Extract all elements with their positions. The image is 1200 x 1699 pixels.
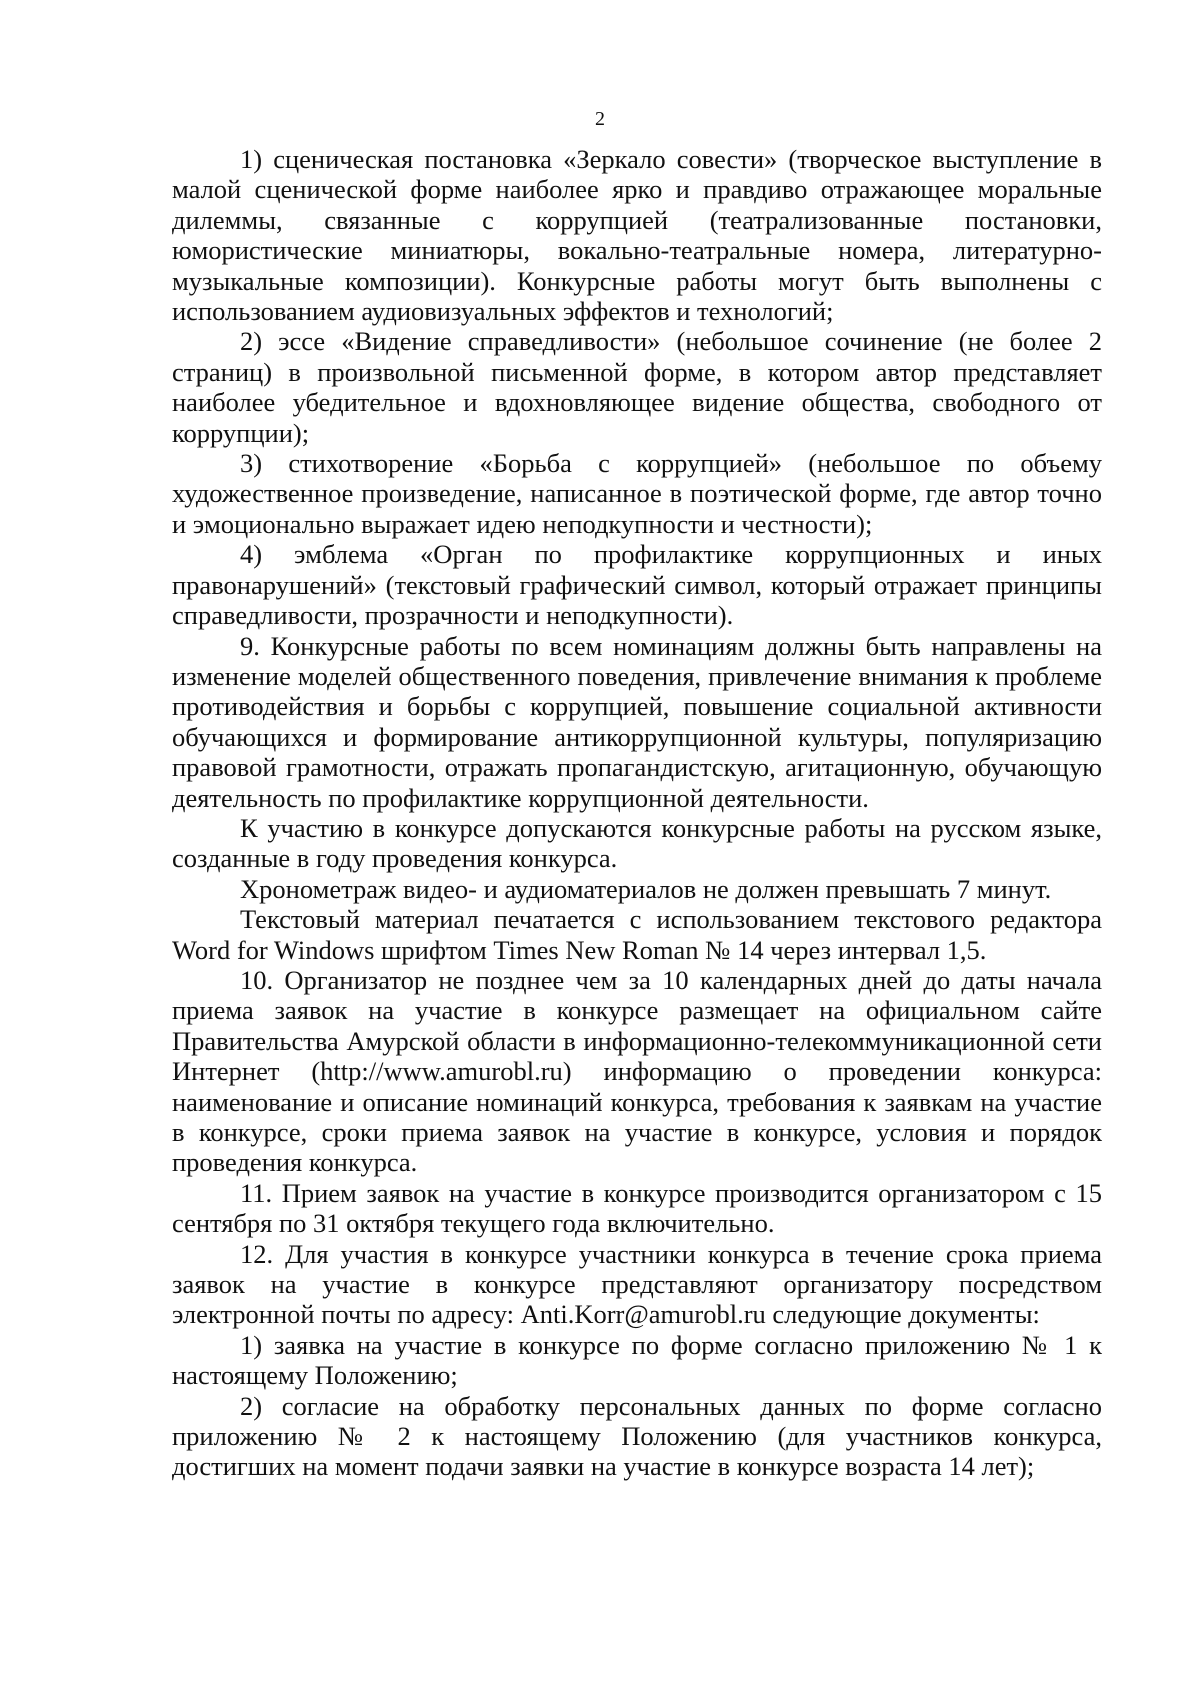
paragraph-item-2-essay: 2) эссе «Видение справедливости» (небольшое сочинение (не более 2 страниц) в произвольной письменной форме, в котором автор представляет наиболее убедительное и вдохновляющее видение общества, свободного от коррупции);	[172, 326, 1102, 448]
paragraph-language-requirement: К участию в конкурсе допускаются конкурсные работы на русском языке, созданные в году проведения конкурса.	[172, 812, 1102, 874]
paragraph-clause-12: 12. Для участия в конкурсе участники конкурса в течение срока приема заявок на участие в конкурсе представляют организатору посредством электронной почты по адресу: Anti.Korr@amurobl.ru следующие документы:	[172, 1238, 1102, 1330]
paragraph-clause-9: 9. Конкурсные работы по всем номинациям должны быть направлены на изменение моделей общественного поведения, привлечение внимания к проблеме противодействия и борьбы с коррупцией, повышение социальной активности обучающихся и формирование антикоррупционной культуры, популяризацию правовой грамотности, отражать пропагандистскую, агитационную, обучающую деятельность по профилактике коррупционной деятельности.	[172, 630, 1102, 813]
document-body	[172, 144, 1102, 1482]
paragraph-item-4-emblem: 4) эмблема «Орган по профилактике коррупционных и иных правонарушений» (текстовый графический символ, который отражает принципы справедливости, прозрачности и неподкупности).	[172, 539, 1102, 631]
paragraph-clause-10: 10. Организатор не позднее чем за 10 календарных дней до даты начала приема заявок на участие в конкурсе размещает на официальном сайте Правительства Амурской области в информационно-телекоммуникационной сети Интернет (http://www.amurobl.ru) информацию о проведении конкурса: наименование и описание номинаций конкурса, требования к заявкам на участие в конкурсе, сроки приема заявок на участие в конкурсе, условия и порядок проведения конкурса.	[172, 964, 1102, 1178]
paragraph-document-2-consent: 2) согласие на обработку персональных данных по форме согласно приложению № 2 к настоящему Положению (для участников конкурса, достигших на момент подачи заявки на участие в конкурсе возраста 14 лет);	[172, 1390, 1102, 1482]
paragraph-clause-11: 11. Прием заявок на участие в конкурсе производится организатором с 15 сентября по 31 октября текущего года включительно.	[172, 1177, 1102, 1239]
paragraph-item-1-stage-performance: 1) сценическая постановка «Зеркало совести» (творческое выступление в малой сценической форме наиболее ярко и правдиво отражающее моральные дилеммы, связанные с коррупцией (театрализованные постановки, юмористические миниатюры, вокально-театральные номера, литературно-музыкальные композиции). Конкурсные работы могут быть выполнены с использованием аудиовизуальных эффектов и технологий;	[172, 144, 1102, 327]
paragraph-document-1-application: 1) заявка на участие в конкурсе по форме согласно приложению № 1 к настоящему Положению;	[172, 1329, 1102, 1391]
paragraph-duration-limit: Хронометраж видео- и аудиоматериалов не должен превышать 7 минут.	[240, 873, 1052, 904]
paragraph-text-format: Текстовый материал печатается с использованием текстового редактора Word for Windows шрифтом Times New Roman № 14 через интервал 1,5.	[172, 904, 1102, 965]
page-number: 2	[595, 108, 605, 130]
paragraph-item-3-poem: 3) стихотворение «Борьба с коррупцией» (небольшое по объему художественное произведение, написанное в поэтической форме, где автор точно и эмоционально выражает идею неподкупности и честности);	[172, 448, 1102, 539]
